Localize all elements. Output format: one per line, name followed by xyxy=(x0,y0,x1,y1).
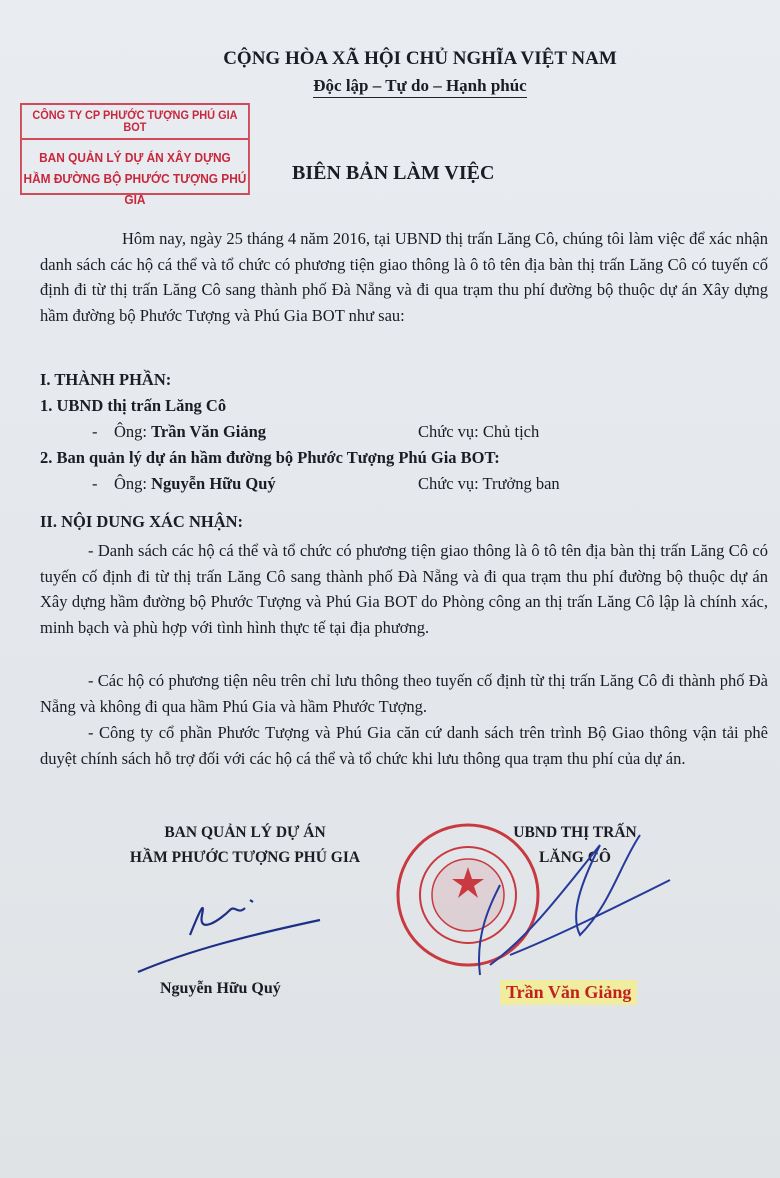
intro-paragraph: Hôm nay, ngày 25 tháng 4 năm 2016, tại UBND thị trấn Lăng Cô, chúng tôi làm việc để xác nhận danh sách các hộ cá thể và tổ chức có phương tiện giao thông là ô tô tên địa bàn thị trấn Lăng Cô có tuyến cố định đi từ thị trấn Lăng Cô sang thành phố Đà Nẵng và đi qua trạm thu phí đường bộ thuộc dự án Xây dựng hầm đường bộ Phước Tượng và Phú Gia BOT như sau: xyxy=(40,229,768,325)
party2-name: Nguyễn Hữu Quý xyxy=(151,474,276,493)
left-title1: BAN QUẢN LÝ DỰ ÁN xyxy=(164,824,326,841)
motto xyxy=(120,76,720,96)
right-title1: UBND THỊ TRẤN xyxy=(513,824,637,841)
right-signature xyxy=(470,825,680,985)
section1-heading: I. THÀNH PHẦN: xyxy=(40,370,172,389)
stamp-line1: BAN QUẢN LÝ DỰ ÁN XÂY DỰNG xyxy=(39,151,231,165)
prefix: - Ông: xyxy=(92,422,152,441)
party1-name: Trần Văn Giảng xyxy=(151,422,267,441)
prefix: - Ông: xyxy=(92,474,152,493)
document-title: BIÊN BẢN LÀM VIỆC xyxy=(292,162,495,184)
party2-person xyxy=(92,474,276,494)
party2-role: Chức vụ: Trưởng ban xyxy=(418,474,560,493)
right-signatory-name: Trần Văn Giảng xyxy=(500,980,637,1005)
nation-header: CỘNG HÒA XÃ HỘI CHỦ NGHĨA VIỆT NAM xyxy=(223,48,617,69)
party1-role: Chức vụ: Chủ tịch xyxy=(418,422,540,441)
motto-text: Độc lập – Tự do – Hạnh phúc xyxy=(313,76,526,98)
stamp-line2: HẦM ĐƯỜNG BỘ PHƯỚC TƯỢNG PHÚ GIA xyxy=(23,172,247,207)
party1-person xyxy=(92,422,266,442)
left-title2: HẦM PHƯỚC TƯỢNG PHÚ GIA xyxy=(129,849,361,866)
right-title2: LĂNG CÔ xyxy=(539,849,611,866)
left-signatory-name: Nguyễn Hữu Quý xyxy=(160,980,281,997)
stamp-company: CÔNG TY CP PHƯỚC TƯỢNG PHÚ GIA BOT xyxy=(22,105,248,140)
left-signature xyxy=(130,880,330,980)
party2-label: 2. Ban quản lý dự án hầm đường bộ Phước Tượng Phú Gia BOT: xyxy=(40,448,500,467)
left-signatory-title xyxy=(100,820,390,870)
company-stamp xyxy=(20,103,250,207)
section2-heading: II. NỘI DUNG XÁC NHẬN: xyxy=(40,512,244,531)
content-paragraph-2: - Các hộ có phương tiện nêu trên chỉ lưu thông theo tuyến cố định từ thị trấn Lăng Cô đi thành phố Đà Nẵng và không đi qua hầm Phú Gia và hầm Phước Tượng. xyxy=(40,671,768,716)
party1-label: 1. UBND thị trấn Lăng Cô xyxy=(40,396,227,415)
content-paragraph-3: - Công ty cổ phần Phước Tượng và Phú Gia căn cứ danh sách trên trình Bộ Giao thông vận tải phê duyệt chính sách hỗ trợ đối với các hộ cá thể và tổ chức khi lưu thông qua trạm thu phí của dự án. xyxy=(40,723,768,768)
content-paragraph-1: - Danh sách các hộ cá thể và tổ chức có phương tiện giao thông là ô tô tên địa bàn thị trấn Lăng Cô có tuyến cố định đi từ thị trấn Lăng Cô sang thành phố Đà Nẵng và đi qua trạm thu phí đường bộ thuộc dự án Xây dựng hầm đường bộ Phước Tượng và Phú Gia BOT do Phòng công an thị trấn Lăng Cô lập là chính xác, minh bạch và phù hợp với tình hình thực tế tại địa phương. xyxy=(40,541,768,637)
